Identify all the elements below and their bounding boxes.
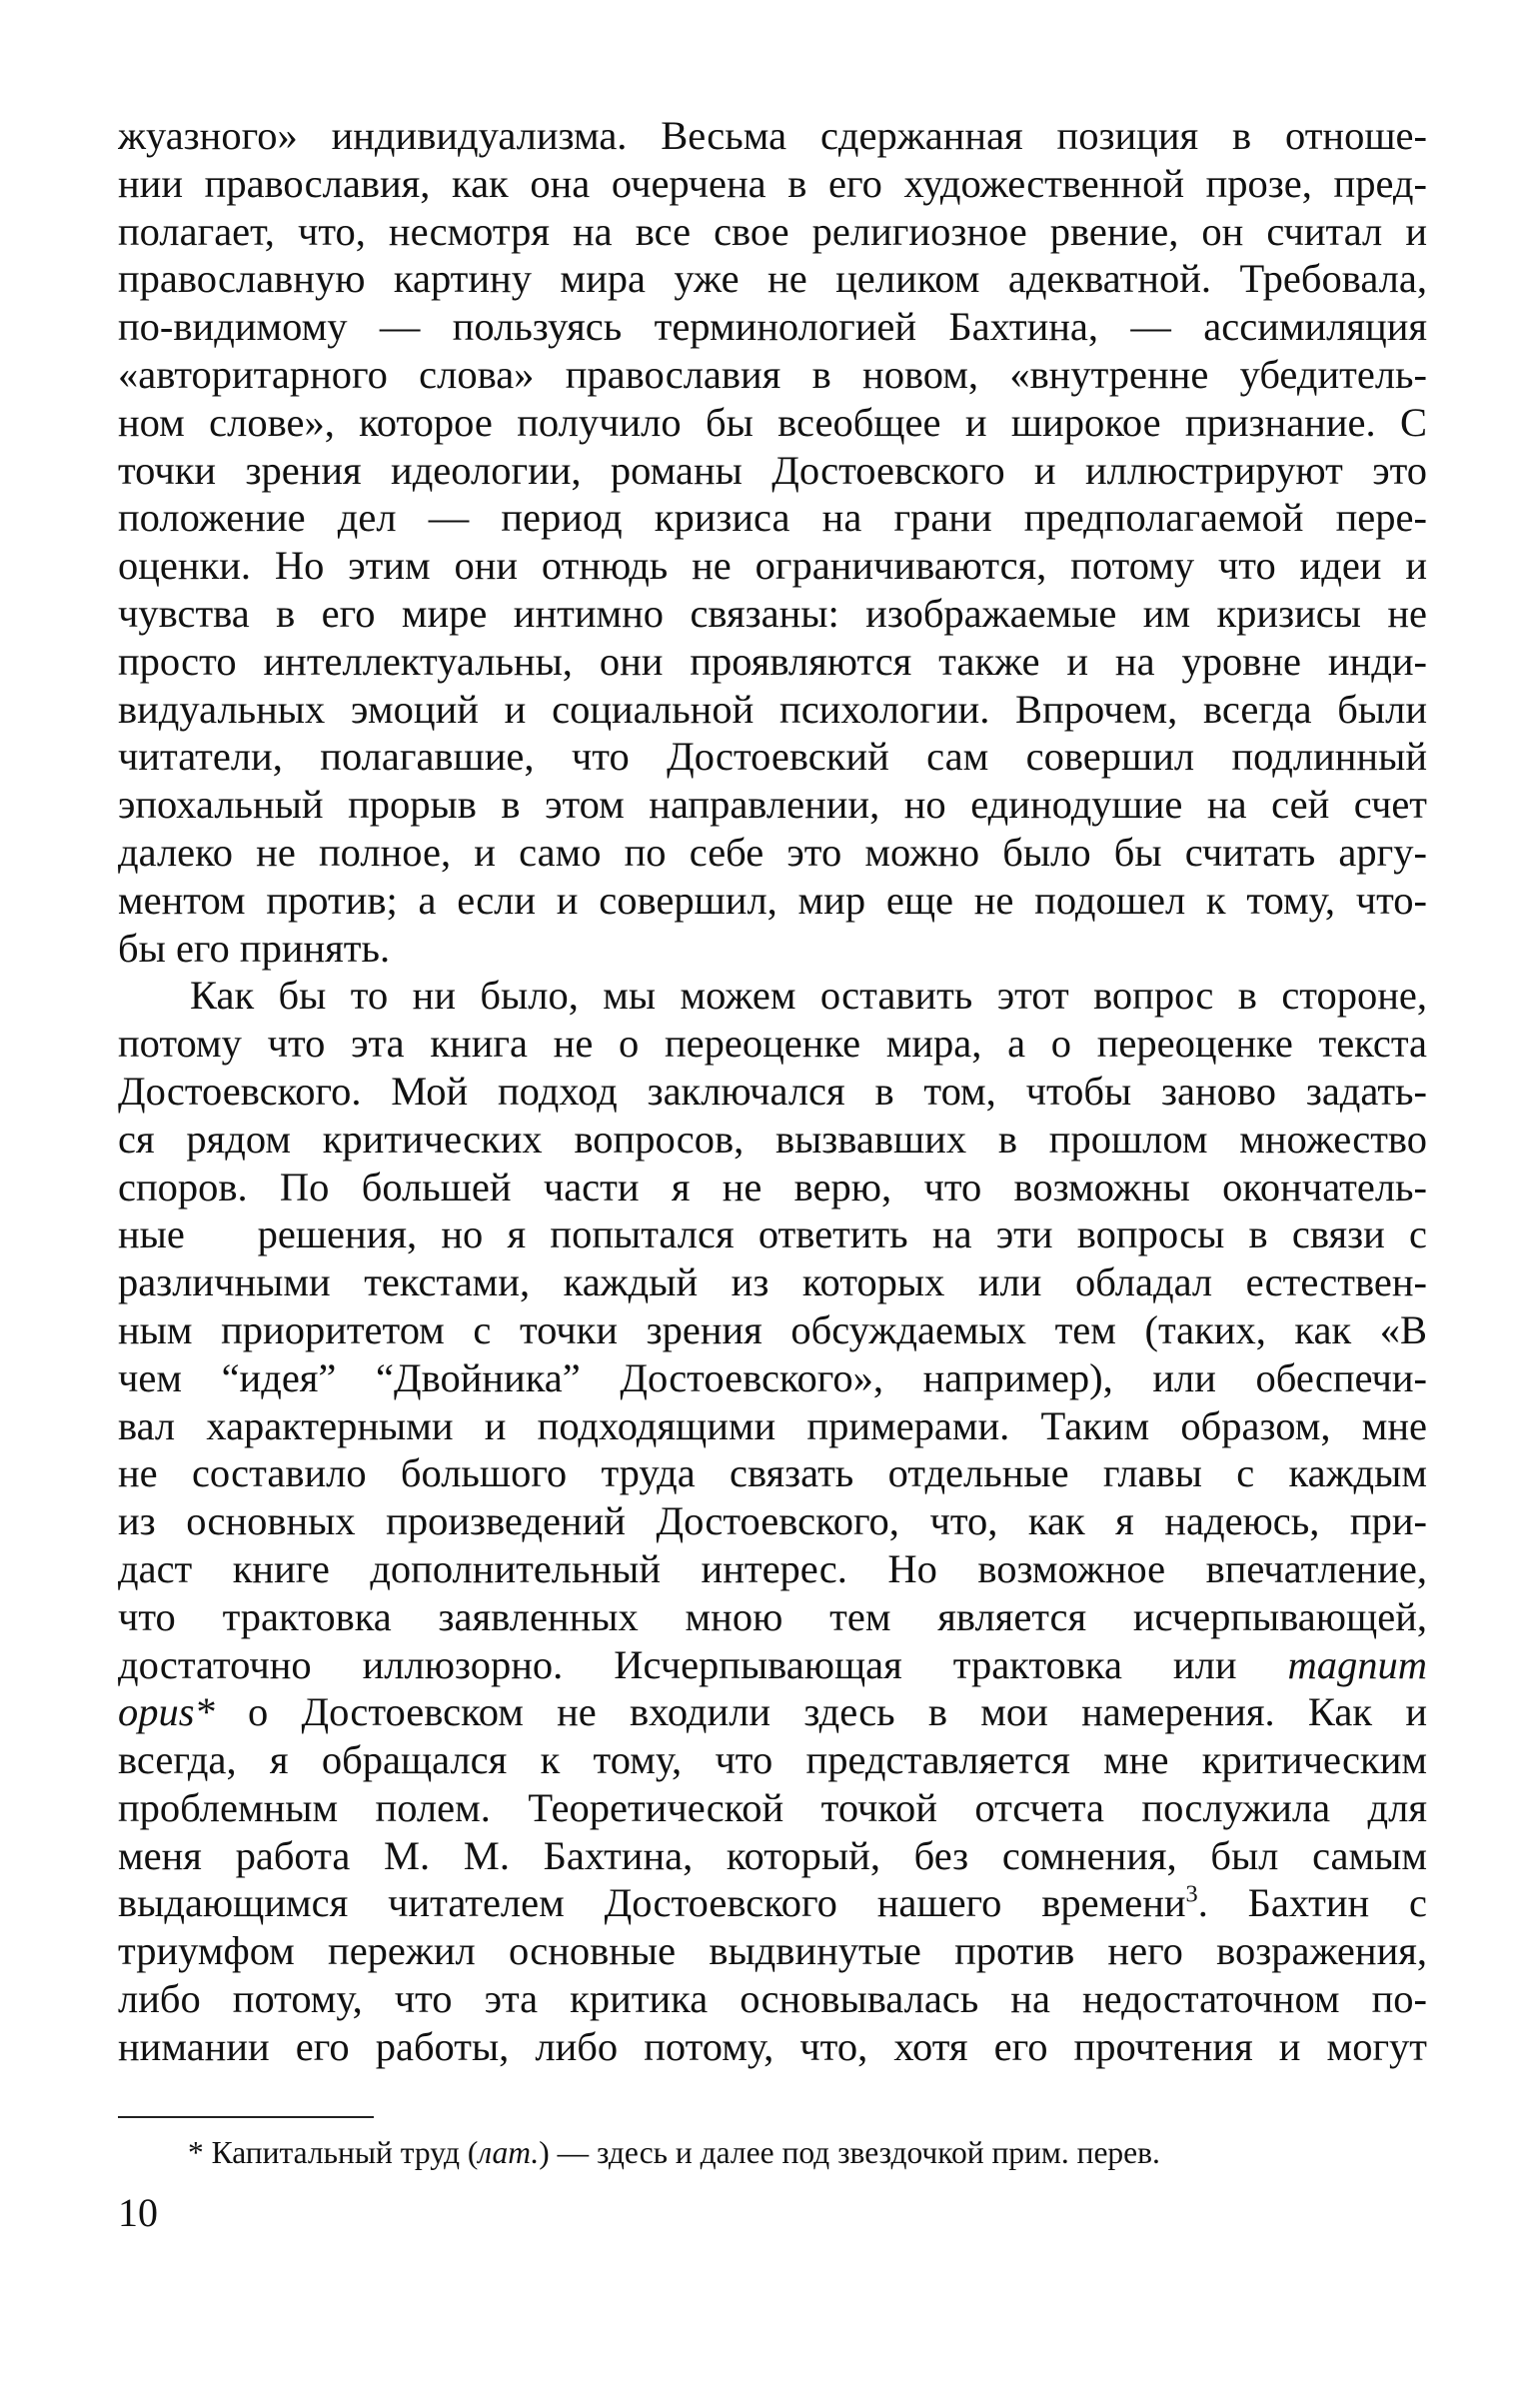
text-line: что трактовка заявленных мною тем является исчерпывающей, <box>118 1593 1427 1639</box>
footnote-text: * Капитальный труд ( <box>188 2135 479 2170</box>
text-run: . Бахтин с <box>1197 1880 1427 1926</box>
text-run: о Достоевском не входили здесь в мои намерения. Как и <box>214 1689 1427 1735</box>
text-line: просто интеллектуальны, они проявляются также и на уровне инди- <box>118 638 1427 684</box>
text-line-with-note-ref <box>118 1879 1427 1927</box>
text-line: по-видимому — пользуясь терминологией Бахтина, — ассимиляция <box>118 304 1427 350</box>
footnote-text: ) — здесь и далее под звездочкой прим. перев. <box>539 2135 1160 2170</box>
text-line: потому что эта книга не о переоценке мира, а о переоценке текста <box>118 1021 1427 1067</box>
text-line: ном слове», которое получило бы всеобщее и широкое признание. С <box>118 399 1427 445</box>
text-line: далеко не полное, и само по себе это можно было бы считать аргу- <box>118 829 1427 875</box>
text-line: всегда, я обращался к тому, что представляется мне критическим <box>118 1737 1427 1783</box>
text-line: ментом против; а если и совершил, мир еще не подошел к тому, что- <box>118 877 1427 923</box>
text-line: «авторитарного слова» православия в новом, «внутренне убедитель- <box>118 351 1427 397</box>
text-line: жуазного» индивидуализма. Весьма сдержанная позиция в отноше- <box>118 113 1427 158</box>
body-text <box>118 112 1427 2071</box>
text-line: полагает, что, несмотря на все свое религиозное рвение, он считал и <box>118 208 1427 254</box>
italic-term-opus: opus* <box>118 1689 215 1735</box>
text-line: православную картину мира уже не целиком адекватной. Требовала, <box>118 256 1427 302</box>
text-line: читатели, полагавшие, что Достоевский сам совершил подлинный <box>118 734 1427 780</box>
text-line: чувства в его мире интимно связаны: изображаемые им кризисы не <box>118 590 1427 636</box>
text-line: ся рядом критических вопросов, вызвавших в прошлом множество <box>118 1116 1427 1162</box>
paragraph-start-line: Как бы то ни было, мы можем оставить этот вопрос в стороне, <box>190 973 1427 1019</box>
text-line: проблемным полем. Теоретической точкой отсчета послужила для <box>118 1784 1427 1830</box>
text-line: нимании его работы, либо потому, что, хотя его прочтения и могут <box>118 2023 1427 2069</box>
text-line: чем “идея” “Двойника” Достоевского», например), или обеспечи- <box>118 1354 1427 1400</box>
text-line: точки зрения идеологии, романы Достоевского и иллюстрируют это <box>118 447 1427 493</box>
text-line: нии православия, как она очерчена в его художественной прозе, пред- <box>118 160 1427 206</box>
text-line-with-italic <box>118 1688 1427 1736</box>
page-number: 10 <box>118 2190 158 2235</box>
text-line: даст книге дополнительный интерес. Но возможное впечатление, <box>118 1545 1427 1591</box>
text-line: меня работа М. М. Бахтина, который, без сомнения, был самым <box>118 1832 1427 1878</box>
text-line: оценки. Но этим они отнюдь не ограничиваются, потому что идеи и <box>118 543 1427 589</box>
text-line: ные решения, но я попытался ответить на эти вопросы в связи с <box>118 1211 1427 1257</box>
text-line: триумфом пережил основные выдвинутые против него возражения, <box>118 1928 1427 1974</box>
italic-term-magnum: magnum <box>1287 1641 1427 1687</box>
text-line: видуальных эмоций и социальной психологии. Впрочем, всегда были <box>118 686 1427 732</box>
text-line: ным приоритетом с точки зрения обсуждаемых тем (таких, как «В <box>118 1306 1427 1352</box>
text-line: из основных произведений Достоевского, что, как я надеюсь, при- <box>118 1498 1427 1544</box>
footnote-divider <box>118 2116 374 2118</box>
footnote-italic: лат. <box>478 2135 540 2170</box>
text-line-with-italic <box>118 1641 1427 1689</box>
text-line: не составило большого труда связать отдельные главы с каждым <box>118 1450 1427 1496</box>
text-line: Достоевского. Мой подход заключался в том, чтобы заново задать- <box>118 1068 1427 1114</box>
footnote-reference: 3 <box>1185 1880 1198 1908</box>
footnote <box>118 2133 1427 2173</box>
text-run: выдающимся читателем Достоевского нашего времени <box>118 1880 1186 1926</box>
text-line: споров. По большей части я не верю, что возможны окончатель- <box>118 1164 1427 1209</box>
text-line: эпохальный прорыв в этом направлении, но единодушие на сей счет <box>118 782 1427 828</box>
text-line: вал характерными и подходящими примерами. Таким образом, мне <box>118 1402 1427 1448</box>
text-line: либо потому, что эта критика основывалась на недостаточном по- <box>118 1976 1427 2022</box>
text-line: бы его принять. <box>118 925 391 971</box>
text-line: положение дел — период кризиса на грани предполагаемой пере- <box>118 495 1427 541</box>
text-line: различными текстами, каждый из которых или обладал естествен- <box>118 1259 1427 1305</box>
text-run: достаточно иллюзорно. Исчерпывающая трактовка или <box>118 1641 1237 1687</box>
